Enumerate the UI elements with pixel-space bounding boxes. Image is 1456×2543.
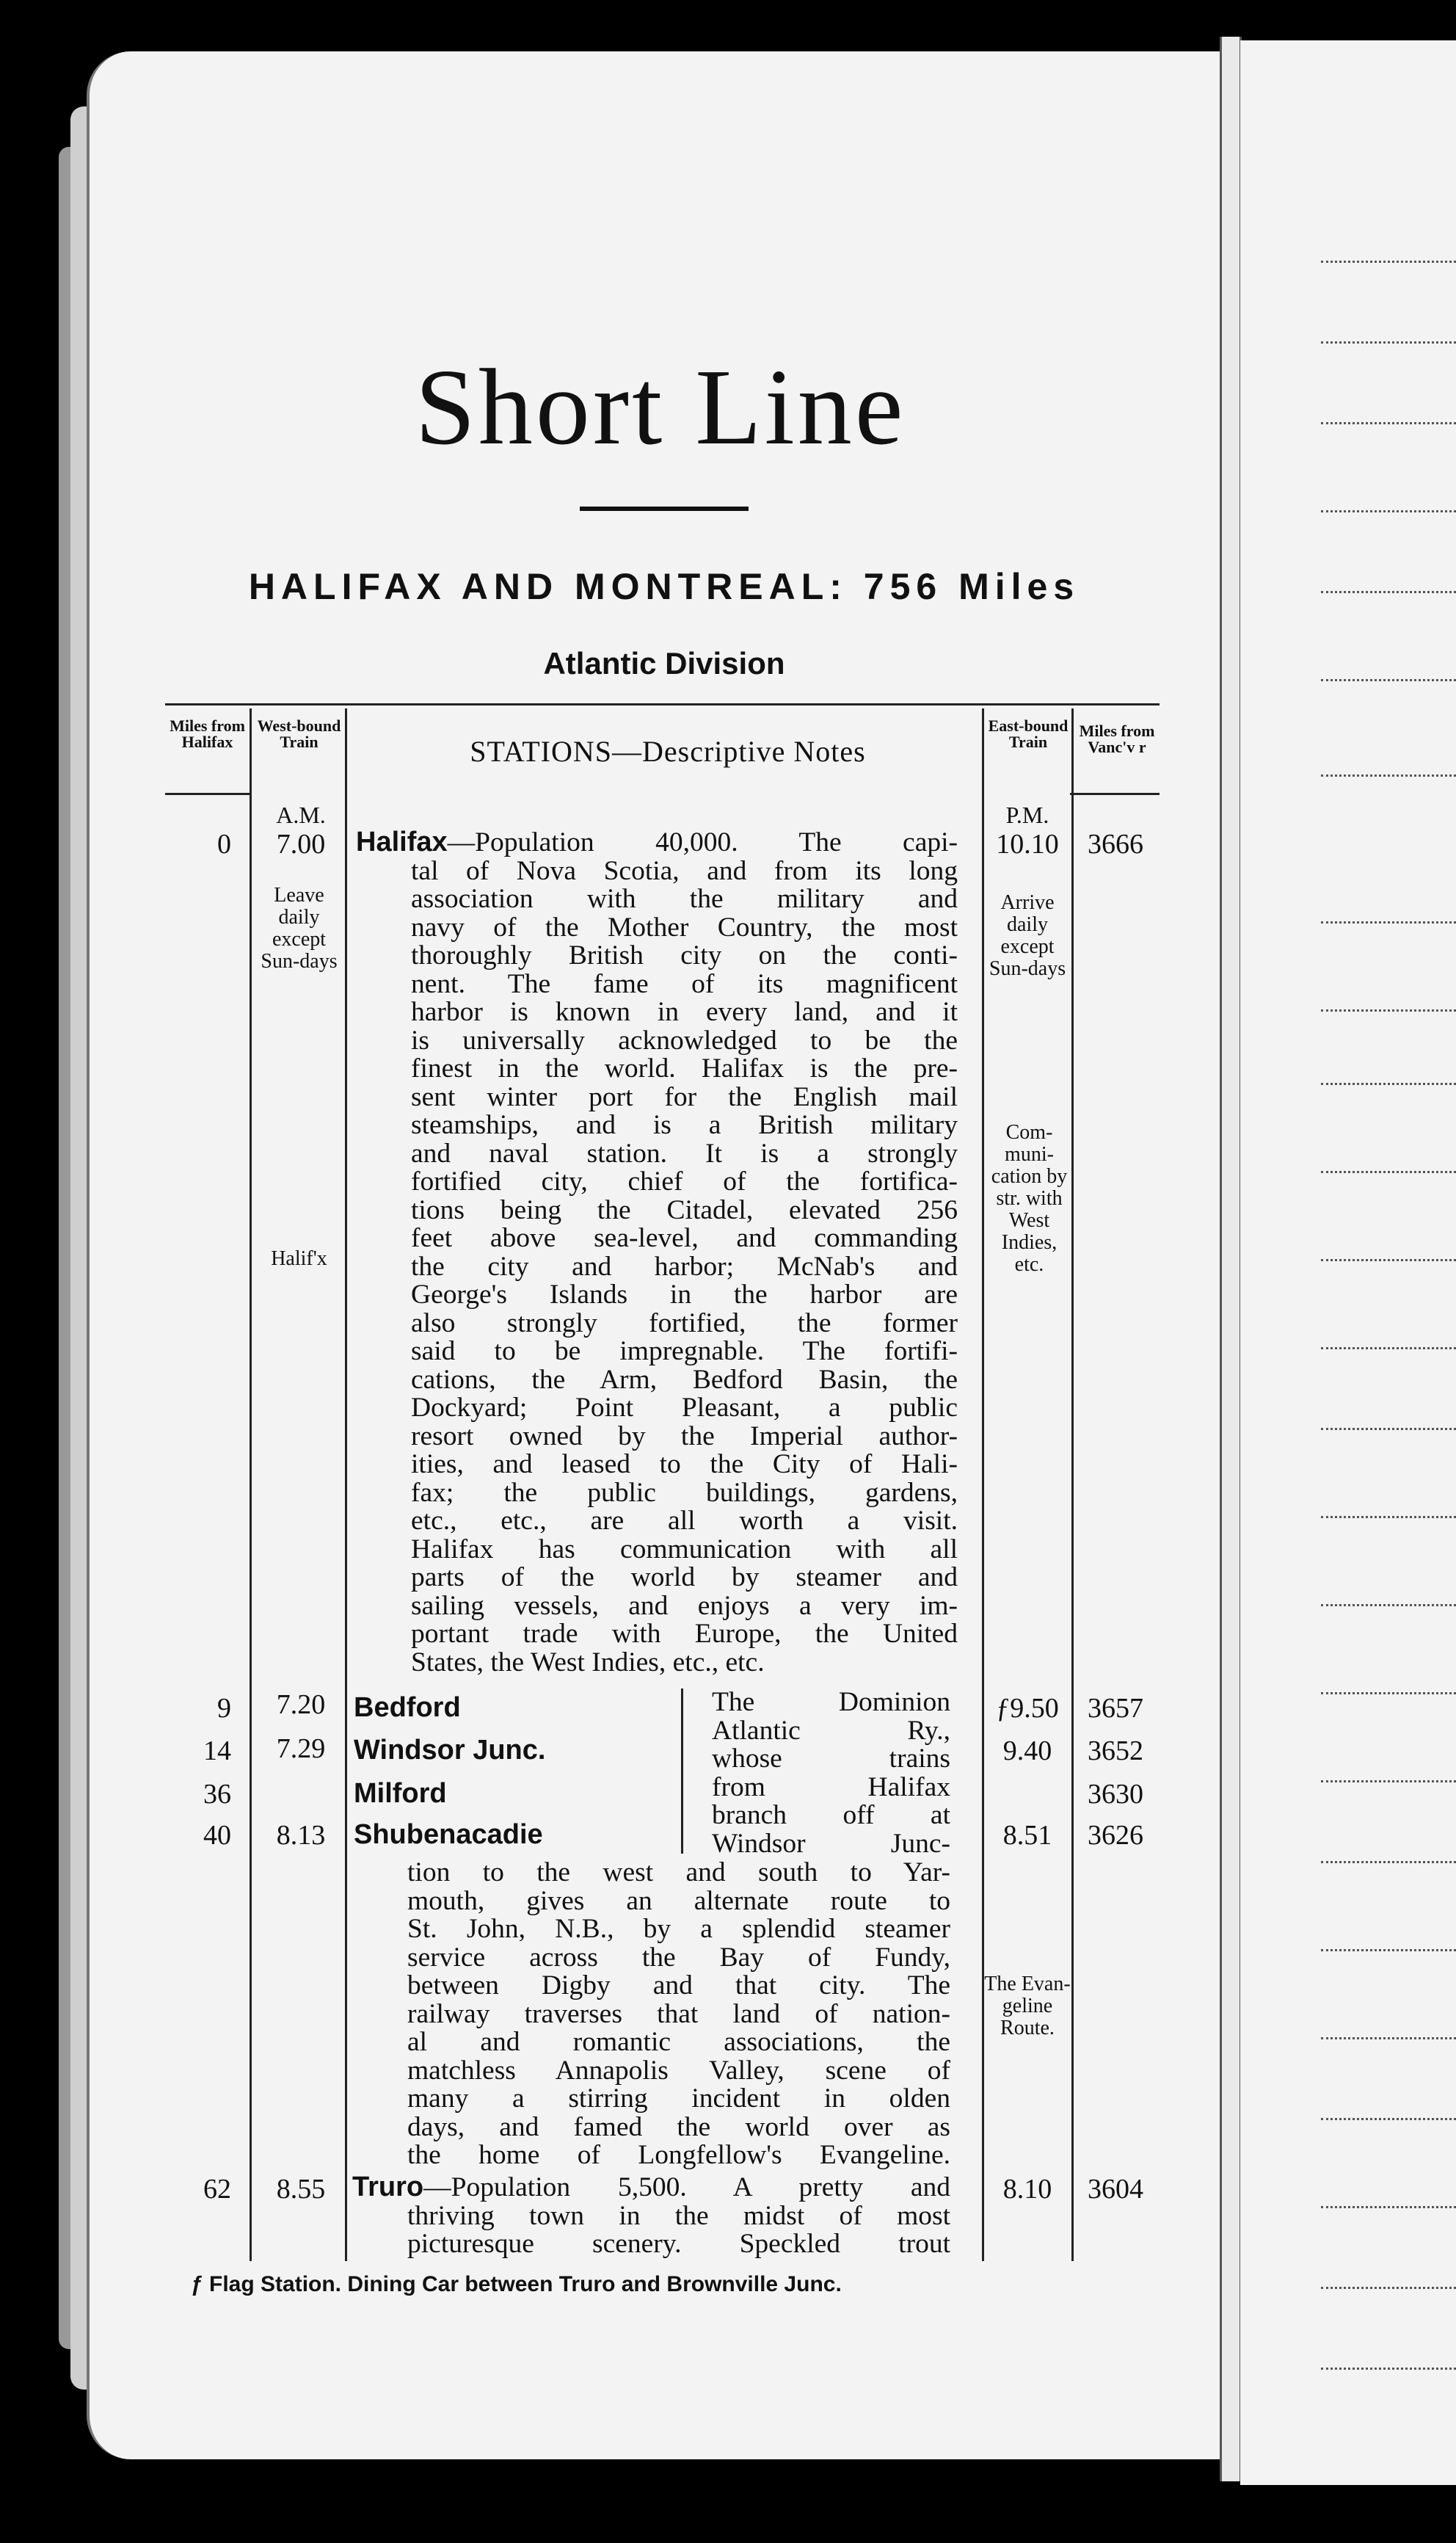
notes-line: railway traverses that land of nation- bbox=[407, 1998, 950, 2029]
notes-line: portant trade with Europe, the United bbox=[411, 1619, 958, 1649]
column-divider bbox=[250, 708, 252, 2261]
notes-line: Windsor Junc- bbox=[712, 1828, 950, 1859]
station-west-time: 7.29 bbox=[276, 1733, 326, 1764]
halifax-west-time: 7.00 bbox=[276, 829, 326, 860]
notes-line: picturesque scenery. Speckled trout bbox=[407, 2229, 950, 2259]
header-stations: STATIONS—Descriptive Notes bbox=[470, 735, 866, 768]
header-westbound: West-bound Train bbox=[257, 717, 341, 751]
halifax-west-period: A.M. bbox=[276, 802, 326, 828]
notes-line: ities, and leased to the City of Hali- bbox=[411, 1449, 958, 1479]
notes-line: whose trains bbox=[712, 1744, 950, 1774]
notes-line: from Halifax bbox=[712, 1771, 950, 1802]
ruled-line bbox=[1321, 1949, 1456, 1951]
notes-line: and naval station. It is a strongly bbox=[411, 1138, 958, 1169]
ruled-line bbox=[1321, 1861, 1456, 1863]
ruled-line bbox=[1321, 1009, 1456, 1012]
station-miles-vancouver: 3652 bbox=[1088, 1735, 1143, 1766]
notes-line: parts of the world by steamer and bbox=[411, 1562, 958, 1592]
notes-line: fortified city, chief of the fortifica- bbox=[411, 1167, 958, 1197]
ruled-line bbox=[1321, 774, 1456, 777]
ruled-line bbox=[1321, 1692, 1456, 1694]
ruled-line bbox=[1321, 1780, 1456, 1782]
ruled-line bbox=[1321, 591, 1456, 593]
halifax-miles: 0 bbox=[217, 829, 231, 860]
truro-notes bbox=[352, 2173, 950, 2259]
ruled-line bbox=[1321, 1259, 1456, 1261]
halifax-miles-vancouver: 3666 bbox=[1088, 829, 1143, 860]
page-title: Short Line bbox=[415, 347, 906, 468]
side-note-divider bbox=[681, 1688, 683, 1854]
station-name-truro: Truro bbox=[352, 2172, 424, 2202]
ruled-line bbox=[1321, 1083, 1456, 1085]
station-miles: 36 bbox=[203, 1779, 231, 1810]
station-miles-vancouver: 3630 bbox=[1088, 1779, 1143, 1810]
halifax-east-period: P.M. bbox=[1005, 802, 1049, 828]
notes-text: —Population 5,500. A pretty and bbox=[423, 2172, 950, 2202]
ruled-line bbox=[1321, 1171, 1456, 1173]
ruled-line bbox=[1321, 1604, 1456, 1606]
station-east-time: 8.51 bbox=[1002, 1820, 1052, 1851]
notes-line: the home of Longfellow's Evangeline. bbox=[407, 2140, 950, 2170]
truro-west-time: 8.55 bbox=[276, 2174, 326, 2205]
station-miles: 9 bbox=[217, 1693, 231, 1724]
halifax-notes bbox=[356, 828, 958, 1677]
truro-east-time: 8.10 bbox=[1002, 2174, 1052, 2205]
notes-line: navy of the Mother Country, the most bbox=[411, 912, 958, 943]
station-name-bedford: Bedford bbox=[354, 1692, 461, 1723]
evangeline-note: The Evan-geline Route. bbox=[984, 1973, 1071, 2039]
station-name-shubenacadie: Shubenacadie bbox=[354, 1819, 543, 1850]
notes-line: States, the West Indies, etc., etc. bbox=[411, 1647, 765, 1677]
ruled-line bbox=[1321, 422, 1456, 424]
ruled-line bbox=[1321, 261, 1456, 263]
notes-line: Halifax has communication with all bbox=[411, 1534, 958, 1564]
truro-miles-vancouver: 3604 bbox=[1088, 2174, 1143, 2205]
ruled-line bbox=[1321, 1428, 1456, 1430]
halifax-west-note: Leave daily except Sun-days bbox=[261, 884, 338, 973]
station-name-windsor-junc: Windsor Junc. bbox=[354, 1735, 546, 1766]
station-miles: 40 bbox=[203, 1820, 231, 1851]
station-west-time: 8.13 bbox=[276, 1820, 326, 1851]
notes-line: feet above sea-level, and commanding bbox=[411, 1223, 958, 1253]
notes-line: Dockyard; Point Pleasant, a public bbox=[411, 1393, 958, 1423]
division-heading: Atlantic Division bbox=[543, 646, 785, 681]
notes-line: days, and famed the world over as bbox=[407, 2111, 950, 2142]
ruled-line bbox=[1321, 2287, 1456, 2289]
notes-line: matchless Annapolis Valley, scene of bbox=[407, 2055, 950, 2086]
notes-line: sailing vessels, and enjoys a very im- bbox=[411, 1590, 958, 1621]
notes-line: al and romantic associations, the bbox=[407, 2027, 950, 2057]
header-miles-from-vancouver: Miles from Vanc'v r bbox=[1079, 722, 1155, 756]
halifax-east-note: Arrive daily except Sun-days bbox=[989, 891, 1066, 980]
notes-line: steamships, and is a British military bbox=[411, 1110, 958, 1140]
halifax-east-note-2: Com-muni-cation by str. with West Indies, etc. bbox=[991, 1121, 1068, 1276]
notes-line: thriving town in the midst of most bbox=[407, 2200, 950, 2231]
notes-line: between Digby and that city. The bbox=[407, 1970, 950, 2000]
notes-line: resort owned by the Imperial author- bbox=[411, 1421, 958, 1451]
notes-line: is universally acknowledged to be the bbox=[411, 1025, 958, 1056]
ruled-line bbox=[1321, 1516, 1456, 1518]
ruled-line bbox=[1321, 2118, 1456, 2120]
halifax-west-note-2: Halif'x bbox=[271, 1247, 327, 1270]
notes-line: George's Islands in the harbor are bbox=[411, 1280, 958, 1310]
notes-line: nent. The fame of its magnificent bbox=[411, 968, 958, 999]
notes-line: branch off at bbox=[712, 1800, 950, 1830]
notes-line: St. John, N.B., by a splendid steamer bbox=[407, 1914, 950, 1944]
ruled-line bbox=[1321, 679, 1456, 681]
notes-line: also strongly fortified, the former bbox=[411, 1307, 958, 1338]
footer-note: ƒ Flag Station. Dining Car between Truro and Brownville Junc. bbox=[191, 2272, 842, 2296]
dar-notes bbox=[407, 1859, 950, 2170]
truro-miles: 62 bbox=[203, 2174, 231, 2205]
station-name-halifax: Halifax bbox=[356, 827, 448, 857]
notes-line: fax; the public buildings, gardens, bbox=[411, 1477, 958, 1508]
header-eastbound: East-bound Train bbox=[988, 717, 1069, 751]
header-miles-from-halifax: Miles from Halifax bbox=[170, 717, 245, 751]
ruled-line bbox=[1321, 510, 1456, 512]
station-name-milford: Milford bbox=[354, 1778, 447, 1809]
station-miles-vancouver: 3657 bbox=[1088, 1693, 1143, 1724]
ruled-line bbox=[1321, 921, 1456, 924]
notes-line: association with the military and bbox=[411, 884, 958, 914]
ruled-line bbox=[1321, 2037, 1456, 2039]
notes-line bbox=[356, 828, 958, 857]
column-divider bbox=[1071, 708, 1074, 2261]
header-rule bbox=[1070, 793, 1160, 795]
ruled-line bbox=[1321, 2368, 1456, 2370]
notes-line: The Dominion bbox=[712, 1687, 950, 1717]
notes-line: many a stirring incident in olden bbox=[407, 2083, 950, 2114]
notes-line: tions being the Citadel, elevated 256 bbox=[411, 1194, 958, 1225]
notes-line: harbor is known in every land, and it bbox=[411, 997, 958, 1027]
notes-text: —Population 40,000. The capi- bbox=[447, 827, 958, 857]
title-rule bbox=[580, 507, 749, 511]
route-heading: HALIFAX AND MONTREAL: 756 Miles bbox=[248, 566, 1080, 607]
ruled-line bbox=[1321, 1347, 1456, 1349]
station-east-time: ƒ9.50 bbox=[996, 1693, 1059, 1724]
notes-line bbox=[352, 2173, 950, 2202]
notes-line: sent winter port for the English mail bbox=[411, 1081, 958, 1112]
header-rule bbox=[165, 793, 250, 795]
notes-line: thoroughly British city on the conti- bbox=[411, 940, 958, 971]
table-top-rule bbox=[165, 703, 1160, 705]
notes-line: the city and harbor; McNab's and bbox=[411, 1251, 958, 1282]
station-miles-vancouver: 3626 bbox=[1088, 1820, 1143, 1851]
notes-line: tal of Nova Scotia, and from its long bbox=[411, 855, 958, 886]
station-east-time: 9.40 bbox=[1002, 1735, 1052, 1766]
notes-line: cations, the Arm, Bedford Basin, the bbox=[411, 1364, 958, 1395]
notes-line: etc., etc., are all worth a visit. bbox=[411, 1506, 958, 1536]
ruled-line bbox=[1321, 341, 1456, 344]
notes-line: Atlantic Ry., bbox=[712, 1715, 950, 1746]
column-divider bbox=[345, 708, 347, 2261]
station-west-time: 7.20 bbox=[276, 1689, 326, 1720]
notes-line: tion to the west and south to Yar- bbox=[407, 1857, 950, 1887]
dar-side-note bbox=[712, 1688, 950, 1858]
notes-line: said to be impregnable. The fortifi- bbox=[411, 1336, 958, 1366]
notes-line: finest in the world. Halifax is the pre- bbox=[411, 1053, 958, 1084]
station-miles: 14 bbox=[203, 1735, 231, 1766]
halifax-east-time: 10.10 bbox=[996, 829, 1059, 860]
notes-line: mouth, gives an alternate route to bbox=[407, 1885, 950, 1916]
ruled-line bbox=[1321, 2206, 1456, 2208]
notes-line: service across the Bay of Fundy, bbox=[407, 1942, 950, 1973]
